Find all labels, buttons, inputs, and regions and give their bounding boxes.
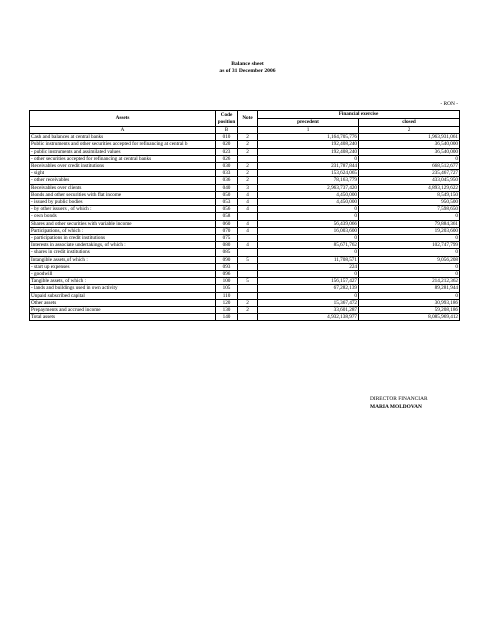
row-code: 100 <box>216 278 238 285</box>
row-precedent-value: 192,408,240 <box>258 148 359 155</box>
row-closed-value: 79,884,361 <box>359 220 460 227</box>
row-closed-value: 0 <box>359 271 460 278</box>
row-precedent-value: 0 <box>258 155 359 162</box>
table-row <box>30 134 460 141</box>
table-row <box>30 292 460 299</box>
table-row <box>30 278 460 285</box>
row-label: Prepayments and accrued income <box>30 307 216 314</box>
row-note: 2 <box>238 141 258 148</box>
row-code: 130 <box>216 307 238 314</box>
row-code: 036 <box>216 177 238 184</box>
row-note: 4 <box>238 227 258 234</box>
row-closed-value: 668,512,677 <box>359 163 460 170</box>
row-label: Tangible assets, of which : <box>30 278 216 285</box>
row-closed-value: 0 <box>359 213 460 220</box>
row-closed-value: 59,208,186 <box>359 307 460 314</box>
currency-label: - RON - <box>440 101 458 107</box>
row-code: 056 <box>216 206 238 213</box>
letter-1: 1 <box>258 127 359 134</box>
row-code: 090 <box>216 256 238 263</box>
table-row <box>30 141 460 148</box>
row-label: - by other issuers , of which : <box>30 206 216 213</box>
row-precedent-value: 231,787,844 <box>258 163 359 170</box>
row-code: 075 <box>216 235 238 242</box>
row-note: 4 <box>238 206 258 213</box>
row-code: 058 <box>216 213 238 220</box>
header-closed: closed <box>359 119 460 127</box>
row-note <box>238 292 258 299</box>
table-row <box>30 263 460 270</box>
letter-b: B <box>216 127 238 134</box>
row-label: Unpaid subscribed capital <box>30 292 216 299</box>
row-precedent-value: 4,450,000 <box>258 199 359 206</box>
table-row <box>30 163 460 170</box>
row-closed-value: 89,281,944 <box>359 285 460 292</box>
row-code: 080 <box>216 242 238 249</box>
row-note: 5 <box>238 278 258 285</box>
row-code: 085 <box>216 249 238 256</box>
table-row <box>30 307 460 314</box>
header-precedent: precedent <box>258 119 359 127</box>
header-note: Note <box>238 111 258 127</box>
row-note <box>238 249 258 256</box>
row-label: - participations in credit institutions <box>30 235 216 242</box>
row-label: - other receivables <box>30 177 216 184</box>
row-label: Cash and balances at central banks <box>30 134 216 141</box>
balance-sheet-table <box>29 110 460 321</box>
letter-blank <box>238 127 258 134</box>
row-label: - own bonds <box>30 213 216 220</box>
row-code: 105 <box>216 285 238 292</box>
row-label: Shares and other securities with variable income <box>30 220 216 227</box>
row-closed-value: 4,893,129,622 <box>359 184 460 191</box>
table-row <box>30 155 460 162</box>
row-note <box>238 235 258 242</box>
table-row <box>30 227 460 234</box>
letter-a: A <box>30 127 216 134</box>
row-label: - goodwill <box>30 271 216 278</box>
row-code: 053 <box>216 199 238 206</box>
row-note <box>238 263 258 270</box>
table-row <box>30 206 460 213</box>
table-row <box>30 213 460 220</box>
row-precedent-value: 0 <box>258 292 359 299</box>
row-code: 093 <box>216 263 238 270</box>
row-note: 2 <box>238 299 258 306</box>
row-precedent-value: 11,708,571 <box>258 256 359 263</box>
row-precedent-value: 2,963,737,420 <box>258 184 359 191</box>
table-row <box>30 148 460 155</box>
row-note: 5 <box>238 256 258 263</box>
row-closed-value: 8,549,150 <box>359 191 460 198</box>
table-row <box>30 249 460 256</box>
row-note <box>238 271 258 278</box>
row-label: Total assets <box>30 314 216 321</box>
row-precedent-value: 192,408,240 <box>258 141 359 148</box>
row-closed-value: 0 <box>359 249 460 256</box>
row-note: 2 <box>238 148 258 155</box>
row-precedent-value: 0 <box>258 271 359 278</box>
table-row <box>30 170 460 177</box>
signature-block <box>370 395 490 411</box>
table-row <box>30 271 460 278</box>
row-closed-value: 1,963,931,061 <box>359 134 460 141</box>
row-code: 023 <box>216 148 238 155</box>
row-precedent-value: 16,003,600 <box>258 227 359 234</box>
row-note: 4 <box>238 242 258 249</box>
row-note: 3 <box>238 184 258 191</box>
row-label: Other assets <box>30 299 216 306</box>
row-label: Receivables over clients <box>30 184 216 191</box>
row-closed-value: 235,467,727 <box>359 170 460 177</box>
table-row <box>30 314 460 321</box>
row-precedent-value: 4,932,138,977 <box>258 314 359 321</box>
row-precedent-value: 0 <box>258 235 359 242</box>
row-closed-value: 0 <box>359 263 460 270</box>
row-label: - shares in credit institutions <box>30 249 216 256</box>
document-title: Balance sheet <box>231 61 264 67</box>
row-note: 2 <box>238 134 258 141</box>
row-closed-value: 36,540,000 <box>359 141 460 148</box>
table-row <box>30 220 460 227</box>
table-row <box>30 235 460 242</box>
row-closed-value: 433,045,950 <box>359 177 460 184</box>
header-financial-exercise: Financial exercise <box>258 111 460 119</box>
row-note <box>238 285 258 292</box>
row-closed-value: 0 <box>359 292 460 299</box>
document-subtitle: as of 31 December 2006 <box>219 68 276 74</box>
row-label: Public instruments and other securities accepted for refinancing at central b <box>30 141 216 148</box>
row-closed-value: 102,747,799 <box>359 242 460 249</box>
row-code: 020 <box>216 141 238 148</box>
table-row <box>30 242 460 249</box>
row-label: Interests in associate undertakings, of which : <box>30 242 216 249</box>
row-note: 4 <box>238 199 258 206</box>
row-closed-value: 214,212,362 <box>359 278 460 285</box>
row-code: 060 <box>216 220 238 227</box>
row-label: Receivables over credit institutions <box>30 163 216 170</box>
row-note: 4 <box>238 191 258 198</box>
row-precedent-value: 224 <box>258 263 359 270</box>
table-row <box>30 256 460 263</box>
row-closed-value: 8,085,969,412 <box>359 314 460 321</box>
row-precedent-value: 0 <box>258 249 359 256</box>
row-precedent-value: 0 <box>258 213 359 220</box>
row-precedent-value: 0 <box>258 206 359 213</box>
row-precedent-value: 156,157,427 <box>258 278 359 285</box>
row-label: Bonds and other securities with flat income <box>30 191 216 198</box>
row-note <box>238 155 258 162</box>
row-code: 030 <box>216 163 238 170</box>
row-precedent-value: 15,367,472 <box>258 299 359 306</box>
row-label: - start up expenses <box>30 263 216 270</box>
table-row <box>30 285 460 292</box>
row-code: 033 <box>216 170 238 177</box>
row-code: 010 <box>216 134 238 141</box>
row-precedent-value: 67,282,139 <box>258 285 359 292</box>
row-label: Intangible assets,of which : <box>30 256 216 263</box>
row-closed-value: 9,056,208 <box>359 256 460 263</box>
row-precedent-value: 85,671,762 <box>258 242 359 249</box>
row-code: 026 <box>216 155 238 162</box>
row-precedent-value: 1,164,705,776 <box>258 134 359 141</box>
row-precedent-value: 56,439,066 <box>258 220 359 227</box>
row-label: Participations, of which : <box>30 227 216 234</box>
table-row <box>30 191 460 198</box>
row-closed-value: 0 <box>359 155 460 162</box>
row-label: - public instruments and assimilated values <box>30 148 216 155</box>
table-row <box>30 199 460 206</box>
header-code-position: Code position <box>216 111 238 127</box>
row-label: - lands and buildings used in own activity <box>30 285 216 292</box>
row-code: 096 <box>216 271 238 278</box>
row-code: 140 <box>216 314 238 321</box>
row-closed-value: 950,500 <box>359 199 460 206</box>
signature-name: MARIA MOLDOVAN <box>370 404 422 410</box>
row-precedent-value: 33,601,287 <box>258 307 359 314</box>
letter-2: 2 <box>359 127 460 134</box>
row-precedent-value: 78,163,779 <box>258 177 359 184</box>
row-note: 2 <box>238 170 258 177</box>
table-row <box>30 177 460 184</box>
row-note <box>238 314 258 321</box>
row-code: 110 <box>216 292 238 299</box>
row-code: 040 <box>216 184 238 191</box>
table-row <box>30 184 460 191</box>
row-closed-value: 7,598,650 <box>359 206 460 213</box>
row-note: 2 <box>238 307 258 314</box>
row-label: - sight <box>30 170 216 177</box>
row-closed-value: 0 <box>359 235 460 242</box>
row-note <box>238 213 258 220</box>
row-note: 2 <box>238 163 258 170</box>
row-code: 050 <box>216 191 238 198</box>
row-closed-value: 30,993,186 <box>359 299 460 306</box>
row-code: 120 <box>216 299 238 306</box>
row-precedent-value: 153,624,065 <box>258 170 359 177</box>
row-label: - issued by public bodies <box>30 199 216 206</box>
row-closed-value: 19,203,600 <box>359 227 460 234</box>
header-assets: Assets <box>30 111 216 127</box>
row-note: 2 <box>238 177 258 184</box>
table-row <box>30 299 460 306</box>
row-closed-value: 36,540,000 <box>359 148 460 155</box>
row-note: 4 <box>238 220 258 227</box>
row-precedent-value: 4,450,000 <box>258 191 359 198</box>
signature-role: DIRECTOR FINANCIAR <box>370 396 428 402</box>
row-label: - other securities accepted for refinancing at central banks <box>30 155 216 162</box>
row-code: 070 <box>216 227 238 234</box>
